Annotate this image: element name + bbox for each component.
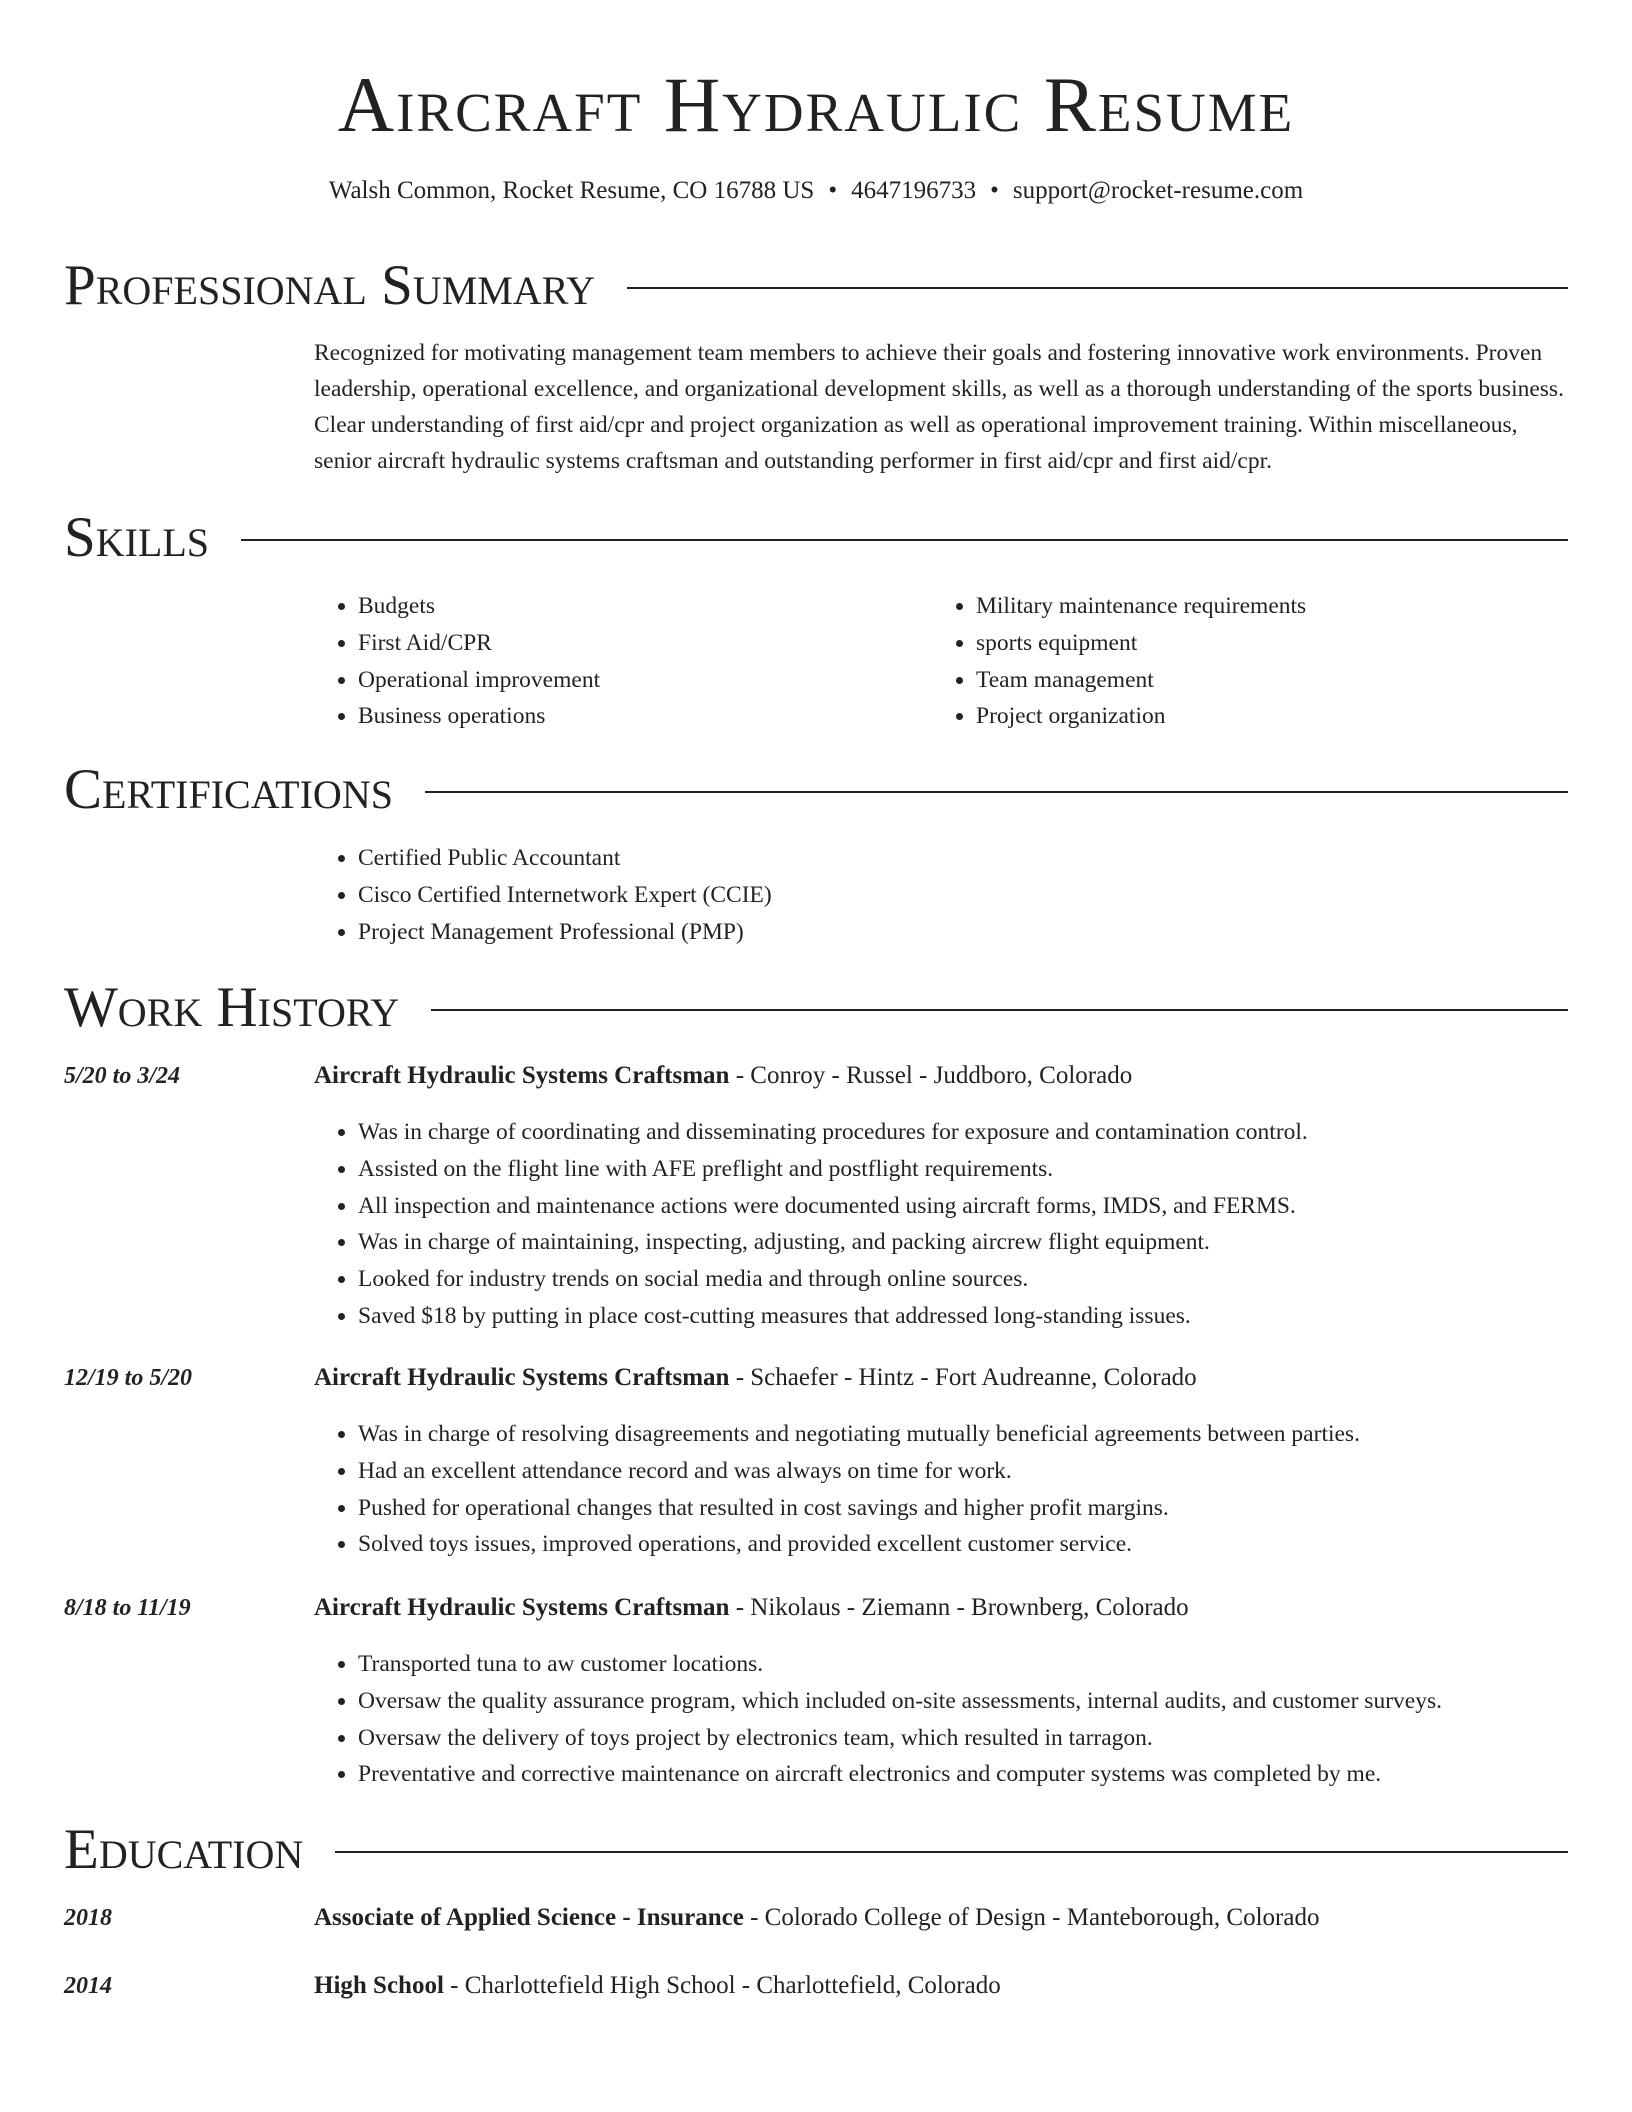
section-title-skills: Skills xyxy=(64,506,210,569)
skills-column-right xyxy=(932,588,1550,735)
skill-item: • Budgets xyxy=(358,588,932,625)
skills-list-left xyxy=(314,588,932,735)
job-bullets xyxy=(314,1114,1570,1335)
contact-line xyxy=(0,176,1632,206)
skill-item: • Operational improvement xyxy=(358,662,932,699)
education-year: 2014 xyxy=(64,1973,112,1999)
section-title-summary: Professional Summary xyxy=(64,254,596,317)
job-duty: • Preventative and corrective maintenance on aircraft electronics and computer systems was completed by me. xyxy=(358,1756,1570,1793)
job-bullets xyxy=(314,1416,1570,1563)
job-duty: • Oversaw the delivery of toys project by electronics team, which resulted in tarragon. xyxy=(358,1720,1570,1757)
skill-item: • sports equipment xyxy=(976,625,1550,662)
section-header-summary xyxy=(64,254,1568,318)
job-dates: 12/19 to 5/20 xyxy=(64,1365,193,1391)
certification-item: • Certified Public Accountant xyxy=(358,840,1570,877)
job-duty: • Looked for industry trends on social media and through online sources. xyxy=(358,1261,1570,1298)
section-header-skills xyxy=(64,506,1568,570)
job-title-line xyxy=(314,1060,1132,1092)
job-duty: • Transported tuna to aw customer locations. xyxy=(358,1646,1570,1683)
section-divider xyxy=(627,287,1568,289)
job-role: Aircraft Hydraulic Systems Craftsman xyxy=(314,1594,730,1621)
certification-item: • Project Management Professional (PMP) xyxy=(358,914,1570,951)
certifications-block xyxy=(314,840,1570,950)
job-duty: • All inspection and maintenance actions were documented using aircraft forms, IMDS, and FERMS. xyxy=(358,1188,1570,1225)
job-title-line xyxy=(314,1592,1189,1624)
contact-email[interactable]: support@rocket-resume.com xyxy=(1012,177,1304,204)
skill-item: • Business operations xyxy=(358,698,932,735)
job-role: Aircraft Hydraulic Systems Craftsman xyxy=(314,1062,730,1089)
job-duty: • Was in charge of coordinating and disseminating procedures for exposure and contamination control. xyxy=(358,1114,1570,1151)
job-duty-list xyxy=(314,1114,1570,1335)
job-dates: 8/18 to 11/19 xyxy=(64,1595,191,1621)
resume-title: Aircraft Hydraulic Resume xyxy=(337,61,1295,148)
job-duty-list xyxy=(314,1646,1570,1793)
contact-address: Walsh Common, Rocket Resume, CO 16788 US xyxy=(328,177,815,204)
contact-phone: 4647196733 xyxy=(851,177,977,204)
section-divider xyxy=(335,1851,1568,1853)
job-duty-list xyxy=(314,1416,1570,1563)
skill-item: • Military maintenance requirements xyxy=(976,588,1550,625)
section-header-certifications xyxy=(64,758,1568,822)
certification-item: • Cisco Certified Internetwork Expert (CCIE) xyxy=(358,877,1570,914)
education-year: 2018 xyxy=(64,1905,112,1931)
job-bullets xyxy=(314,1646,1570,1793)
skill-item: • Project organization xyxy=(976,698,1550,735)
job-dates: 5/20 to 3/24 xyxy=(64,1063,181,1089)
job-role: Aircraft Hydraulic Systems Craftsman xyxy=(314,1364,730,1391)
job-duty: • Was in charge of maintaining, inspecting, adjusting, and packing aircrew flight equipment. xyxy=(358,1224,1570,1261)
job-duty: • Had an excellent attendance record and was always on time for work. xyxy=(358,1453,1570,1490)
skill-item: • First Aid/CPR xyxy=(358,625,932,662)
job-employer: - Conroy - Russel - Juddboro, Colorado xyxy=(729,1062,1133,1089)
section-divider xyxy=(241,539,1568,541)
education-line xyxy=(314,1902,1319,1934)
job-title-line xyxy=(314,1362,1197,1394)
section-divider xyxy=(425,791,1568,793)
job-duty: • Solved toys issues, improved operations, and provided excellent customer service. xyxy=(358,1526,1570,1563)
skill-item: • Team management xyxy=(976,662,1550,699)
section-title-certifications: Certifications xyxy=(64,758,393,821)
section-title-education: Education xyxy=(64,1818,304,1881)
section-header-education xyxy=(64,1818,1568,1882)
education-school: - Charlottefield High School - Charlottefield, Colorado xyxy=(443,1972,1001,1999)
job-employer: - Nikolaus - Ziemann - Brownberg, Colorado xyxy=(729,1594,1189,1621)
contact-separator: • xyxy=(990,177,999,204)
job-duty: • Saved $18 by putting in place cost-cutting measures that addressed long-standing issues. xyxy=(358,1298,1570,1335)
summary-block xyxy=(314,335,1570,479)
skills-block xyxy=(314,588,1570,735)
job-duty: • Assisted on the flight line with AFE preflight and postflight requirements. xyxy=(358,1151,1570,1188)
job-employer: - Schaefer - Hintz - Fort Audreanne, Colorado xyxy=(729,1364,1197,1391)
job-duty: • Was in charge of resolving disagreements and negotiating mutually beneficial agreements between parties. xyxy=(358,1416,1570,1453)
section-divider xyxy=(431,1009,1568,1011)
skills-column-left xyxy=(314,588,932,735)
education-school: - Colorado College of Design - Manteborough, Colorado xyxy=(743,1904,1320,1931)
education-degree: Associate of Applied Science - Insurance xyxy=(314,1904,744,1931)
section-title-work-history: Work History xyxy=(64,976,400,1039)
education-line xyxy=(314,1970,1001,2002)
job-duty: • Oversaw the quality assurance program, which included on-site assessments, internal audits, and customer surveys. xyxy=(358,1683,1570,1720)
education-degree: High School xyxy=(314,1972,444,1999)
section-header-work-history xyxy=(64,976,1568,1040)
skills-list-right xyxy=(932,588,1550,735)
contact-separator: • xyxy=(828,177,838,204)
summary-text: Recognized for motivating management team members to achieve their goals and fostering innovative work environments. Proven leadership, operational excellence, and organizational development skills, as well as a thorough understanding of the sports business. Clear understanding of first aid/cpr and project organization as well as operational improvement training. Within miscellaneous, senior aircraft hydraulic systems craftsman and outstanding performer in first aid/cpr and first aid/cpr. xyxy=(314,340,1564,474)
job-duty: • Pushed for operational changes that resulted in cost savings and higher profit margins. xyxy=(358,1490,1570,1527)
certifications-list xyxy=(314,840,1570,950)
